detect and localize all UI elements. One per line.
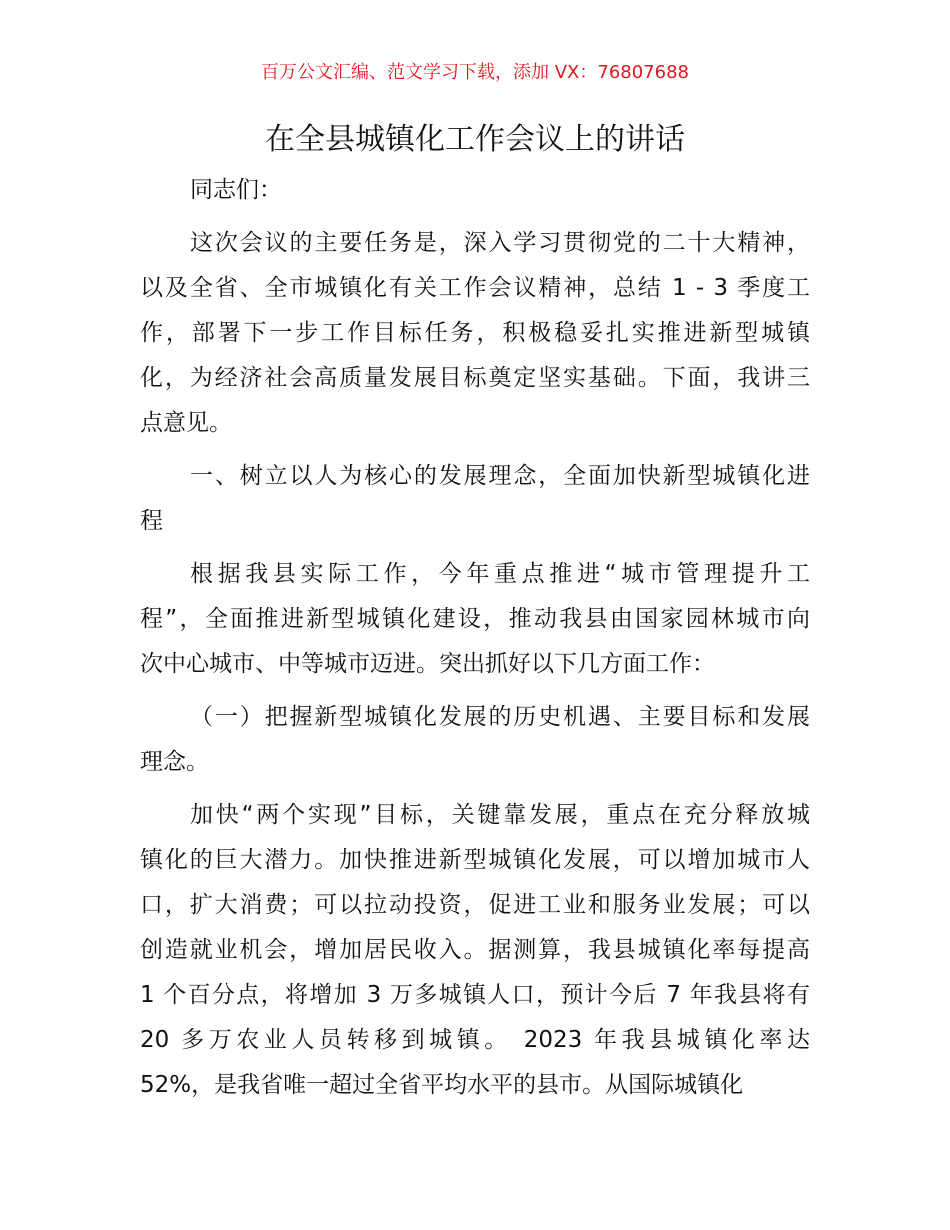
paragraph bbox=[140, 221, 810, 446]
text-line: 20 多万农业人员转移到城镇。 2023 年我县城镇化率达 bbox=[140, 1027, 810, 1053]
text-line: 程”，全面推进新型城镇化建设，推动我县由国家园林城市向 bbox=[140, 606, 810, 632]
text-line: 作，部署下一步工作目标任务，积极稳妥扎实推进新型城镇 bbox=[140, 320, 810, 346]
document-title: 在全县城镇化工作会议上的讲话 bbox=[265, 122, 685, 157]
text-line: 化，为经济社会高质量发展目标奠定坚实基础。下面，我讲三 bbox=[140, 365, 810, 391]
paragraph bbox=[140, 552, 810, 687]
text-line: 加快“两个实现”目标，关键靠发展，重点在充分释放城 bbox=[190, 802, 810, 828]
text-line: 理念。 bbox=[140, 749, 209, 775]
paragraph bbox=[140, 168, 810, 213]
text-line: 这次会议的主要任务是，深入学习贯彻党的二十大精神， bbox=[190, 230, 810, 256]
text-line: 52%，是我省唯一超过全省平均水平的县市。从国际城镇化 bbox=[140, 1072, 744, 1098]
text-line: （一）把握新型城镇化发展的历史机遇、主要目标和发展 bbox=[190, 704, 810, 730]
paragraph bbox=[140, 454, 810, 544]
promo-banner: 百万公文汇编、范文学习下载，添加 VX：76807688 bbox=[261, 62, 689, 83]
text-line: 同志们： bbox=[190, 177, 282, 203]
text-line: 创造就业机会，增加居民收入。据测算，我县城镇化率每提高 bbox=[140, 937, 810, 963]
paragraph bbox=[140, 695, 810, 785]
text-line: 根据我县实际工作，今年重点推进“城市管理提升工 bbox=[190, 561, 810, 587]
text-line: 1 个百分点，将增加 3 万多城镇人口，预计今后 7 年我县将有 bbox=[140, 982, 810, 1008]
text-line: 一、树立以人为核心的发展理念，全面加快新型城镇化进 bbox=[190, 463, 810, 489]
paragraph bbox=[140, 793, 810, 1108]
text-line: 次中心城市、中等城市迈进。突出抓好以下几方面工作： bbox=[140, 651, 715, 677]
document-body bbox=[140, 168, 810, 1116]
text-line: 程 bbox=[140, 508, 163, 534]
text-line: 点意见。 bbox=[140, 410, 232, 436]
text-line: 口，扩大消费；可以拉动投资，促进工业和服务业发展；可以 bbox=[140, 892, 810, 918]
text-line: 镇化的巨大潜力。加快推进新型城镇化发展，可以增加城市人 bbox=[140, 847, 810, 873]
text-line: 以及全省、全市城镇化有关工作会议精神，总结 1 - 3 季度工 bbox=[140, 275, 810, 301]
